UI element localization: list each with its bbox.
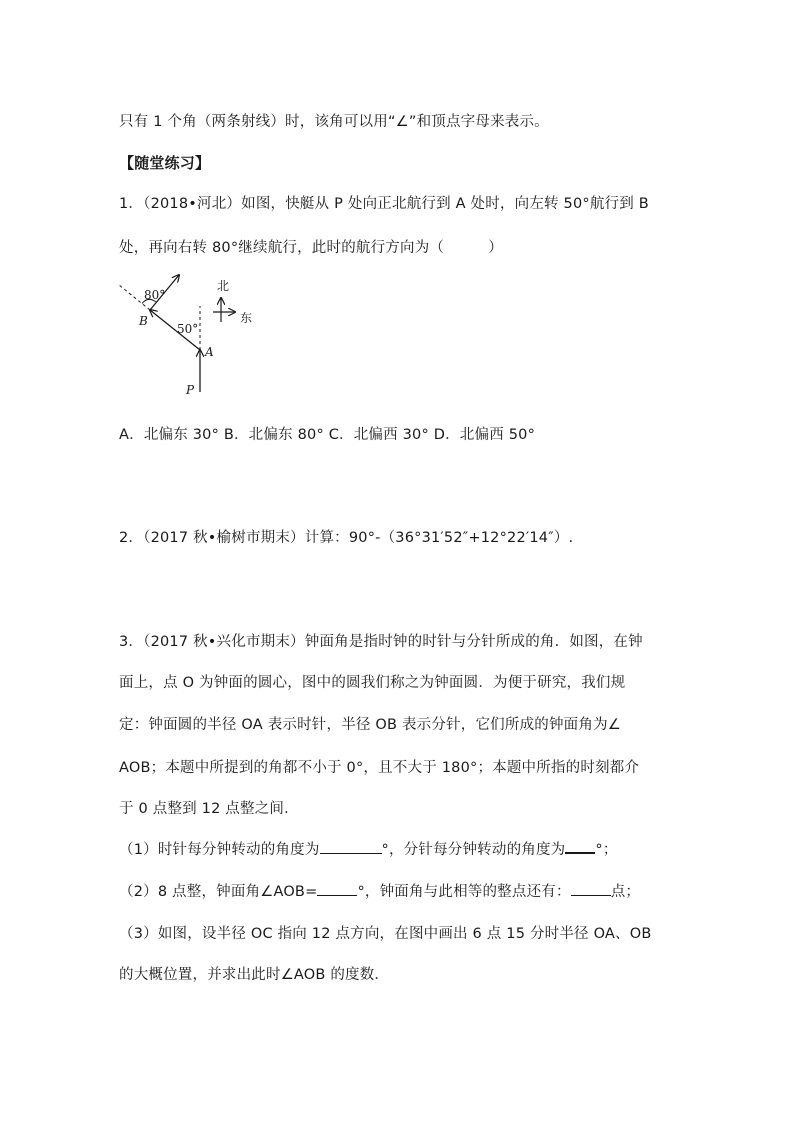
q3-sub2-text-c: 点； [610, 884, 641, 900]
q1-line1: 1．（2018•河北）如图，快艇从 P 处向正北航行到 A 处时，向左转 50°航行到 B [119, 196, 649, 212]
q3-sub1 [119, 838, 618, 859]
section-title: 【随堂练习】 [119, 154, 211, 172]
intro-text: 只有 1 个角（两条射线）时，该角可以用“∠”和顶点字母来表示。 [119, 114, 549, 130]
q2-line1: 2．（2017 秋•榆树市期末）计算：90°-（36°31′52″+12°22′14″）. [119, 530, 574, 546]
answer-blank-minute-hand[interactable] [565, 838, 595, 854]
q3-line3: 定：钟面圆的半径 OA 表示时针，半径 OB 表示分针，它们所成的钟面角为∠ [119, 717, 621, 733]
label-b: B [139, 314, 148, 328]
q3-sub3-line2: 的大概位置，并求出此时∠AOB 的度数． [119, 967, 390, 983]
q1-options: A．北偏东 30° B．北偏东 80° C．北偏西 30° D．北偏西 50° [119, 427, 536, 443]
q3-sub2 [119, 880, 640, 901]
label-p: P [186, 383, 195, 397]
q3-sub1-text-a: （1）时针每分钟转动的角度为 [119, 842, 320, 858]
label-east: 东 [240, 311, 253, 325]
q3-line2: 面上，点 O 为钟面的圆心，图中的圆我们称之为钟面圆．为便于研究，我们规 [119, 675, 626, 691]
q3-sub3-line1: （3）如图，设半径 OC 指向 12 点方向，在图中画出 6 点 15 分时半径 OA、OB [119, 926, 652, 942]
q1-line2: 处，再向右转 80°继续航行，此时的航行方向为（ ） [119, 240, 503, 256]
q3-line5: 于 0 点整到 12 点整之间． [119, 801, 299, 817]
q3-sub2-text-a: （2）8 点整，钟面角∠AOB= [119, 884, 318, 900]
answer-blank-hour[interactable] [571, 881, 611, 896]
q3-sub1-text-c: °； [595, 842, 618, 858]
q3-line1: 3．（2017 秋•兴化市期末）钟面角是指时钟的时针与分针所成的角．如图，在钟 [119, 634, 643, 650]
q3-sub2-text-b: °，钟面角与此相等的整点还有： [357, 884, 571, 900]
label-a: A [205, 345, 214, 359]
q3-line4: AOB；本题中所提到的角都不小于 0°，且不大于 180°；本题中所指的时刻都介 [119, 760, 640, 776]
navigation-figure [115, 272, 275, 397]
q3-sub1-text-b: °，分针每分钟转动的角度为 [381, 842, 566, 858]
label-north: 北 [217, 279, 230, 293]
label-angle-50: 50° [177, 322, 199, 336]
answer-blank-hour-hand[interactable] [320, 839, 382, 854]
answer-blank-angle[interactable] [317, 881, 357, 896]
label-angle-80: 80° [144, 288, 166, 302]
